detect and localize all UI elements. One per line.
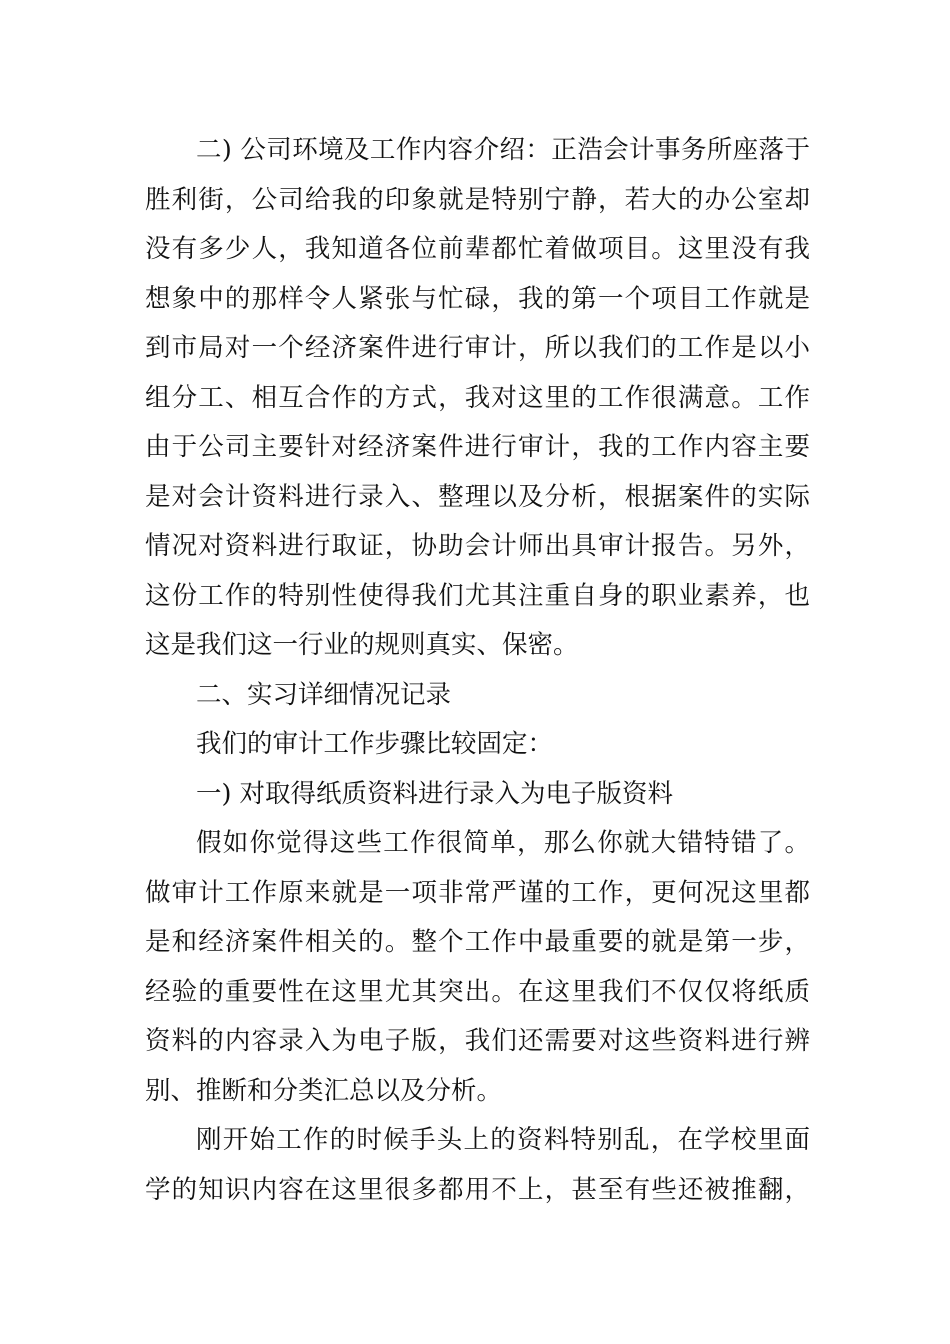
paragraph-line: 到市局对一个经济案件进行审计，所以我们的工作是以小 bbox=[145, 333, 810, 363]
paragraph-line: 组分工、相互合作的方式，我对这里的工作很满意。工作 bbox=[145, 382, 810, 413]
paragraph-line: 想象中的那样令人紧张与忙碌，我的第一个项目工作就是 bbox=[145, 283, 810, 314]
subsection-heading: 一) 对取得纸质资料进行录入为电子版资料 bbox=[196, 778, 674, 809]
paragraph-line: 刚开始工作的时候手头上的资料特别乱，在学校里面 bbox=[196, 1125, 810, 1155]
paragraph-line: 这份工作的特别性使得我们尤其注重自身的职业素养，也 bbox=[145, 580, 810, 611]
paragraph-line: 做审计工作原来就是一项非常严谨的工作，更何况这里都 bbox=[145, 877, 810, 908]
paragraph-line: 由于公司主要针对经济案件进行审计，我的工作内容主要 bbox=[145, 432, 810, 462]
paragraph-line: 经验的重要性在这里尤其突出。在这里我们不仅仅将纸质 bbox=[145, 976, 810, 1007]
paragraph-line: 是和经济案件相关的。整个工作中最重要的就是第一步， bbox=[145, 927, 810, 957]
paragraph-line: 我们的审计工作步骤比较固定： bbox=[196, 729, 554, 759]
paragraph-line: 是对会计资料进行录入、整理以及分析，根据案件的实际 bbox=[145, 481, 810, 512]
paragraph-line: 别、推断和分类汇总以及分析。 bbox=[145, 1075, 503, 1106]
document-body bbox=[145, 126, 810, 1215]
paragraph-line: 资料的内容录入为电子版，我们还需要对这些资料进行辨 bbox=[145, 1026, 810, 1056]
paragraph-line: 二) 公司环境及工作内容介绍：正浩会计事务所座落于 bbox=[196, 135, 810, 165]
paragraph-line: 这是我们这一行业的规则真实、保密。 bbox=[145, 630, 579, 660]
section-heading: 二、实习详细情况记录 bbox=[196, 679, 452, 710]
paragraph-line: 假如你觉得这些工作很简单，那么你就大错特错了。 bbox=[196, 828, 810, 858]
paragraph-line: 情况对资料进行取证，协助会计师出具审计报告。另外， bbox=[145, 531, 810, 561]
paragraph-line: 没有多少人，我知道各位前辈都忙着做项目。这里没有我 bbox=[145, 234, 810, 264]
paragraph-line: 学的知识内容在这里很多都用不上，甚至有些还被推翻， bbox=[145, 1174, 810, 1205]
paragraph-line: 胜利街，公司给我的印象就是特别宁静，若大的办公室却 bbox=[145, 184, 810, 215]
